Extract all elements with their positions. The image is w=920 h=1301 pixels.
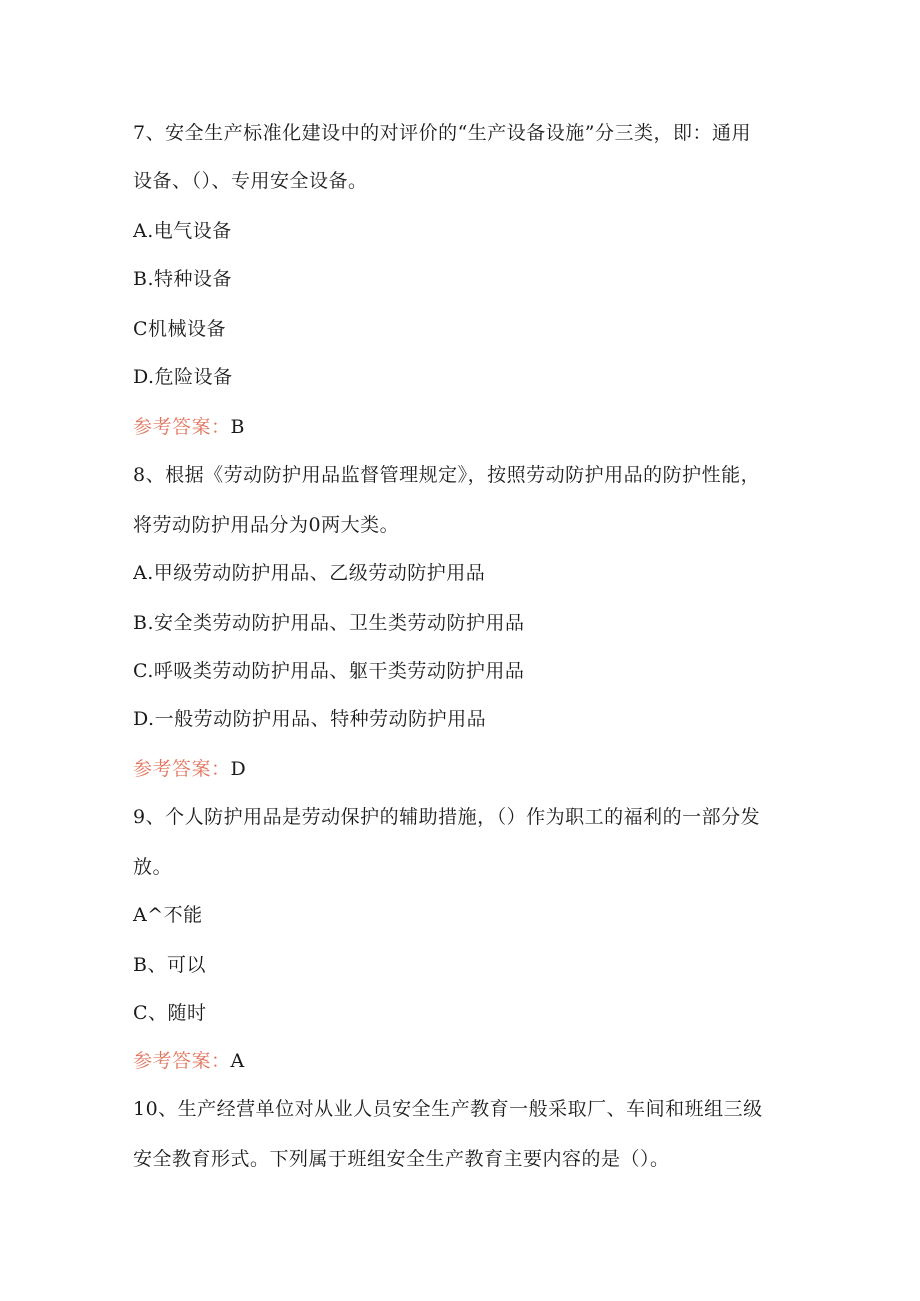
question-9-option-b: B、可以: [133, 954, 206, 976]
question-7-option-c: C机械设备: [133, 318, 227, 340]
question-8-stem-line-2: 将劳动防护用品分为0两大类。: [133, 514, 400, 536]
answer-label: 参考答案：: [133, 1050, 231, 1072]
question-8-option-a: A.甲级劳动防护用品、乙级劳动防护用品: [133, 562, 486, 584]
question-7-stem-line-2: 设备、（）、专用安全设备。: [133, 170, 368, 192]
question-10-stem-line-2: 安全教育形式。下列属于班组安全生产教育主要内容的是（）。: [133, 1148, 670, 1170]
question-7-option-a: A.电气设备: [133, 220, 232, 242]
question-9-option-a: A^不能: [133, 904, 203, 926]
answer-value: D: [230, 758, 247, 780]
answer-label: 参考答案：: [133, 416, 231, 438]
question-7-stem-line-1: 7、安全生产标准化建设中的对评价的“生产设备设施”分三类，即：通用: [133, 122, 752, 144]
question-8-option-d: D.一般劳动防护用品、特种劳动防护用品: [133, 708, 487, 730]
question-9-stem-line-2: 放。: [133, 856, 173, 878]
answer-value: B: [230, 416, 245, 438]
question-10-stem-line-1: 10、生产经营单位对从业人员安全生产教育一般采取厂、车间和班组三级: [133, 1098, 763, 1120]
question-7-option-d: D.危险设备: [133, 366, 233, 388]
question-9-answer: [133, 1048, 245, 1074]
answer-value: A: [230, 1050, 245, 1072]
question-9-stem-line-1: 9、个人防护用品是劳动保护的辅助措施，（）作为职工的福利的一部分发: [133, 806, 761, 828]
question-8-stem-line-1: 8、根据《劳动防护用品监督管理规定》，按照劳动防护用品的防护性能，: [133, 464, 761, 486]
question-7-answer: [133, 414, 245, 440]
question-8-option-c: C.呼吸类劳动防护用品、躯干类劳动防护用品: [133, 660, 525, 682]
question-7-option-b: B.特种设备: [133, 268, 233, 290]
question-9-option-c: C、随时: [133, 1002, 207, 1024]
question-8-option-b: B.安全类劳动防护用品、卫生类劳动防护用品: [133, 612, 525, 634]
answer-label: 参考答案：: [133, 758, 231, 780]
question-8-answer: [133, 756, 246, 782]
